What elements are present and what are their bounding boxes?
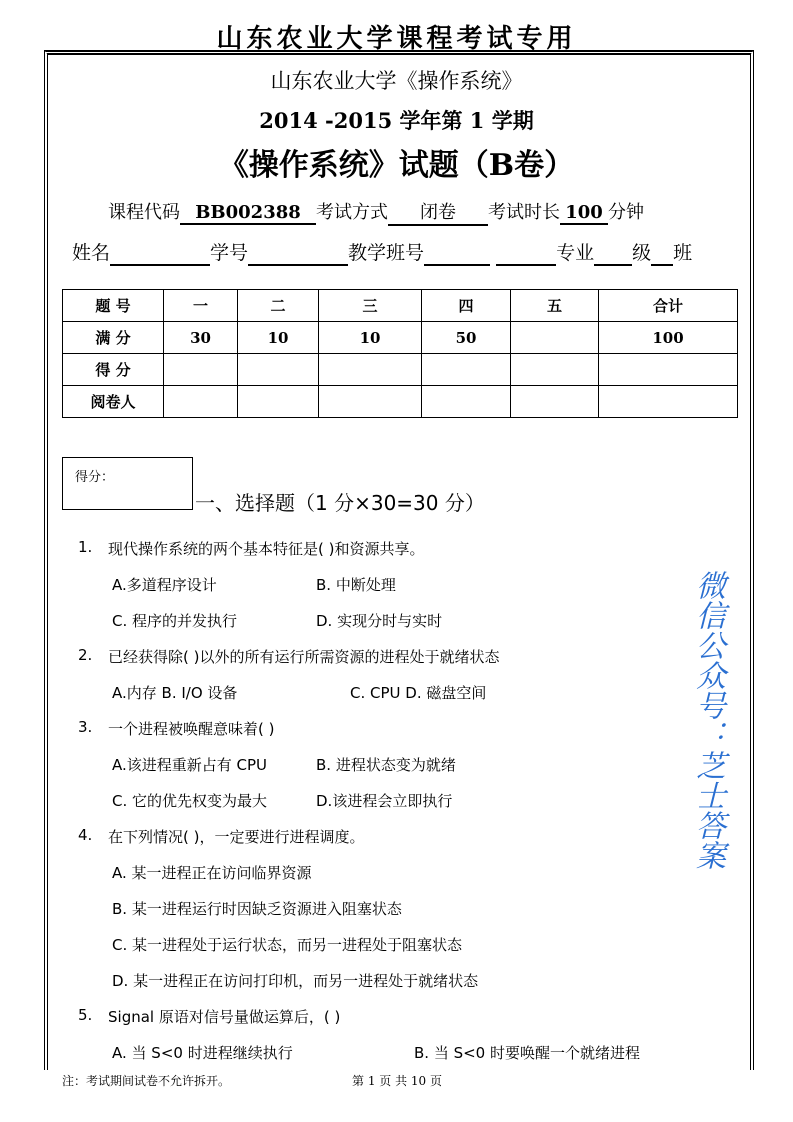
table-cell: [422, 354, 511, 386]
option: B. 中断处理: [316, 576, 396, 594]
table-cell: 三: [319, 290, 422, 322]
table-cell: [319, 386, 422, 418]
table-cell: 满 分: [63, 322, 164, 354]
course-code: BB002388: [180, 202, 316, 225]
score-box: 得分：: [62, 457, 193, 510]
question-text: 一个进程被唤醒意味着( ): [108, 720, 275, 738]
table-row: [63, 290, 738, 322]
option: A.多道程序设计: [112, 576, 217, 594]
table-cell: 四: [422, 290, 511, 322]
table-cell: 合计: [599, 290, 738, 322]
table-cell: 得 分: [63, 354, 164, 386]
class-no-blank-2: [496, 242, 556, 266]
major-label: 专业: [556, 242, 595, 264]
table-cell: 题 号: [63, 290, 164, 322]
question-text: 已经获得除( )以外的所有运行所需资源的进程处于就绪状态: [108, 648, 500, 666]
exam-method: 闭卷: [388, 198, 488, 226]
id-label: 学号: [210, 242, 249, 264]
table-cell: [164, 354, 238, 386]
id-blank: [248, 242, 348, 266]
table-cell: [599, 354, 738, 386]
exam-title: 《操作系统》试题（B卷）: [218, 148, 575, 183]
question: [78, 718, 275, 738]
table-cell: 五: [511, 290, 599, 322]
table-cell: 阅卷人: [63, 386, 164, 418]
grade-label: 级: [632, 242, 652, 264]
table-cell: [511, 386, 599, 418]
option: C. 它的优先权变为最大: [112, 792, 268, 810]
question: [78, 826, 365, 846]
table-cell: 10: [238, 322, 319, 354]
grade-blank: [651, 242, 673, 266]
question-text: 在下列情况( )，一定要进行进程调度。: [108, 828, 365, 846]
option: A. 某一进程正在访问临界资源: [112, 864, 312, 882]
code-label: 课程代码: [108, 202, 180, 223]
option: B. 当 S<0 时要唤醒一个就绪进程: [414, 1044, 640, 1062]
table-cell: 10: [319, 322, 422, 354]
course-info: [108, 198, 644, 226]
table-cell: [238, 354, 319, 386]
question: [78, 646, 500, 666]
section-title: 一、选择题（1 分×30=30 分）: [195, 491, 485, 515]
page-number: 第 1 页 共 10 页: [352, 1074, 442, 1088]
score-table: [62, 289, 738, 418]
student-info: [72, 238, 692, 266]
duration: 100: [560, 202, 608, 225]
question-number: 3.: [78, 718, 93, 736]
banner: 山东农业大学课程考试专用: [216, 24, 577, 54]
table-cell: [319, 354, 422, 386]
class-no-blank: [424, 242, 490, 266]
question: [78, 538, 425, 558]
table-cell: [422, 386, 511, 418]
table-row: [63, 322, 738, 354]
table-cell: 二: [238, 290, 319, 322]
duration-label: 考试时长: [488, 202, 560, 223]
option: C. CPU D. 磁盘空间: [350, 684, 487, 702]
watermark: 微信公众号：芝士答案: [690, 570, 725, 870]
option: A.该进程重新占有 CPU: [112, 756, 268, 774]
table-cell: 100: [599, 322, 738, 354]
option: B. 某一进程运行时因缺乏资源进入阻塞状态: [112, 900, 402, 918]
table-row: [63, 386, 738, 418]
duration-unit: 分钟: [608, 202, 644, 223]
table-cell: [511, 354, 599, 386]
table-cell: [238, 386, 319, 418]
option: A.内存 B. I/O 设备: [112, 684, 238, 702]
table-cell: [164, 386, 238, 418]
option: C. 程序的并发执行: [112, 612, 238, 630]
option: C. 某一进程处于运行状态，而另一进程处于阻塞状态: [112, 936, 463, 954]
question-number: 4.: [78, 826, 93, 844]
option: B. 进程状态变为就绪: [316, 756, 456, 774]
major-blank: [594, 242, 632, 266]
option: D. 实现分时与实时: [316, 612, 443, 630]
table-cell: [599, 386, 738, 418]
table-cell: [511, 322, 599, 354]
option: A. 当 S<0 时进程继续执行: [112, 1044, 293, 1062]
class-no-label: 教学班号: [348, 242, 425, 264]
header-line1: 山东农业大学《操作系统》: [270, 69, 523, 93]
class-label: 班: [673, 242, 693, 264]
question-number: 2.: [78, 646, 93, 664]
method-label: 考试方式: [316, 202, 388, 223]
option: D.该进程会立即执行: [316, 792, 453, 810]
header-line2: 2014 -2015 学年第 1 学期: [259, 108, 534, 133]
name-blank: [110, 242, 210, 266]
question-number: 1.: [78, 538, 93, 556]
question-text: 现代操作系统的两个基本特征是( )和资源共享。: [108, 540, 425, 558]
table-row: [63, 354, 738, 386]
table-cell: 一: [164, 290, 238, 322]
table-cell: 50: [422, 322, 511, 354]
table-cell: 30: [164, 322, 238, 354]
footer-note: 注：考试期间试卷不允许拆开。: [62, 1074, 231, 1088]
question: [78, 1006, 341, 1026]
question-number: 5.: [78, 1006, 93, 1024]
question-text: Signal 原语对信号量做运算后，( ): [108, 1008, 341, 1026]
name-label: 姓名: [72, 242, 111, 264]
option: D. 某一进程正在访问打印机，而另一进程处于就绪状态: [112, 972, 479, 990]
